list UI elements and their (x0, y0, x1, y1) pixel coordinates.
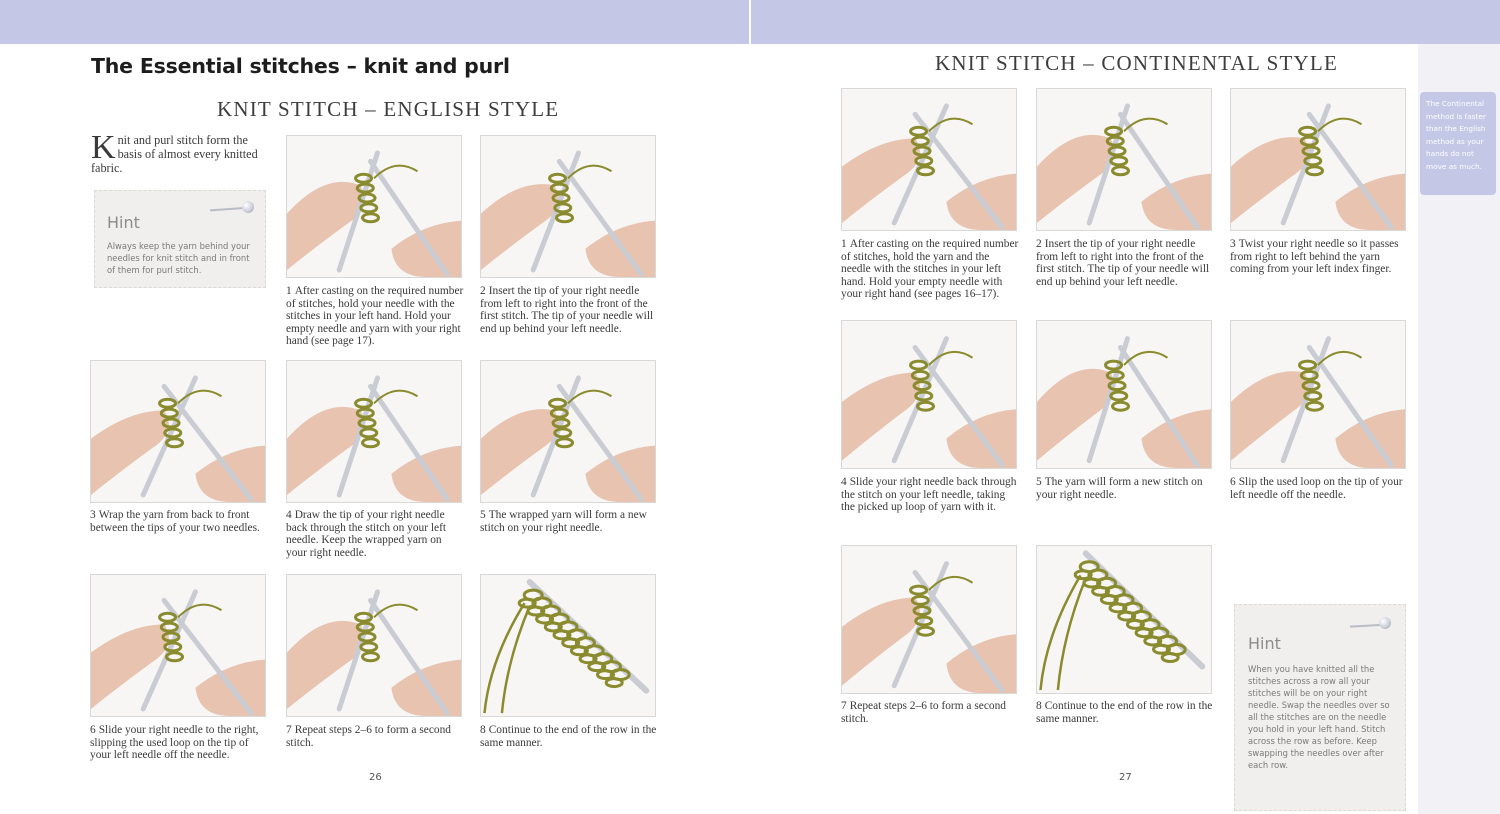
top-color-band-right (751, 0, 1500, 44)
photo-step (1230, 320, 1406, 469)
page-title: The Essential stitches – knit and purl (91, 54, 510, 78)
photo-illustration (1231, 89, 1405, 230)
hint-box-right (1234, 604, 1406, 811)
step-text: The wrapped yarn will form a new stitch on your right needle. (480, 509, 647, 534)
step-caption (286, 724, 464, 749)
step-number: 8 (480, 724, 486, 736)
hint-text: Always keep the yarn behind your needles for knit stitch and in front of them for purl stitch. (107, 241, 250, 275)
step-number: 4 (841, 476, 847, 488)
hint-text: When you have knitted all the stitches across a row all your stitches will be on your right needle. Swap the needles over so all the stitches are on the needle you hold in your left hand. Stitch across the row as before. Keep swapping the needles over after each row. (1248, 664, 1390, 770)
step-number: 1 (841, 238, 847, 250)
photo-illustration (1231, 321, 1405, 468)
step-text: Repeat steps 2–6 to form a second stitch. (286, 724, 451, 749)
step-number: 5 (480, 509, 486, 521)
photo-step (841, 545, 1017, 694)
step-text: Twist your right needle so it passes from right to left behind the yarn coming from your left index finger. (1230, 238, 1399, 276)
photo-step (286, 360, 462, 503)
photo-step (480, 135, 656, 278)
step-number: 3 (1230, 238, 1236, 250)
photo-illustration (1037, 321, 1211, 468)
step-caption (1230, 476, 1408, 501)
photo-step (480, 360, 656, 503)
intro-text: nit and purl stitch form the basis of almost every knitted fabric. (91, 133, 258, 175)
step-text: Slide your right needle to the right, slipping the used loop on the tip of your left needle off the needle. (90, 724, 259, 762)
step-text: The yarn will form a new stitch on your right needle. (1036, 476, 1203, 501)
side-note: The Continental method is faster than the English method as your hands do not move as much. (1420, 92, 1496, 195)
step-number: 2 (480, 285, 486, 297)
photo-illustration (287, 575, 461, 716)
photo-step (1036, 545, 1212, 694)
step-caption (1036, 238, 1214, 288)
photo-step (90, 574, 266, 717)
step-number: 5 (1036, 476, 1042, 488)
step-number: 8 (1036, 700, 1042, 712)
photo-step (1230, 88, 1406, 231)
photo-step (1036, 88, 1212, 231)
photo-step (480, 574, 656, 717)
photo-illustration (287, 361, 461, 502)
photo-illustration (1037, 89, 1211, 230)
top-color-band-left (0, 0, 749, 44)
photo-step (1036, 320, 1212, 469)
step-text: After casting on the required number of stitches, hold the yarn and the needle with the stitches in your left hand. Hold your empty needle with your right hand (see pages 16–17). (841, 238, 1019, 301)
step-number: 4 (286, 509, 292, 521)
step-text: Wrap the yarn from back to front between the tips of your two needles. (90, 509, 260, 534)
step-caption (1036, 476, 1214, 501)
step-number: 6 (90, 724, 96, 736)
step-caption (480, 724, 658, 749)
photo-step (90, 360, 266, 503)
step-number: 7 (841, 700, 847, 712)
step-text: Repeat steps 2–6 to form a second stitch. (841, 700, 1006, 725)
step-number: 7 (286, 724, 292, 736)
step-text: Slide your right needle back through the stitch on your left needle, taking the picked up loop of yarn with it. (841, 476, 1017, 514)
step-caption (1036, 700, 1214, 725)
photo-step (286, 574, 462, 717)
step-caption (841, 476, 1019, 514)
step-number: 3 (90, 509, 96, 521)
photo-illustration (842, 546, 1016, 693)
step-caption (480, 509, 658, 534)
step-caption (480, 285, 658, 335)
step-number: 1 (286, 285, 292, 297)
hint-title: Hint (107, 213, 140, 232)
page-number-left: 26 (369, 772, 382, 783)
step-caption (1230, 238, 1408, 276)
step-caption (841, 238, 1019, 301)
page-number-right: 27 (1119, 772, 1132, 783)
step-number: 2 (1036, 238, 1042, 250)
step-caption (286, 509, 464, 559)
step-text: Slip the used loop on the tip of your left needle off the needle. (1230, 476, 1403, 501)
step-caption (286, 285, 464, 348)
hint-title: Hint (1248, 634, 1281, 653)
step-text: Continue to the end of the row in the same manner. (1036, 700, 1213, 725)
photo-illustration (481, 136, 655, 277)
photo-illustration (842, 89, 1016, 230)
step-caption (90, 724, 268, 762)
step-text: Draw the tip of your right needle back through the stitch on your left needle. Keep the wrapped yarn on your right needle. (286, 509, 447, 559)
drop-cap: K (91, 129, 116, 166)
photo-illustration (1037, 546, 1211, 693)
photo-illustration (91, 575, 265, 716)
photo-step (841, 88, 1017, 231)
photo-illustration (842, 321, 1016, 468)
section-heading-english: KNIT STITCH – ENGLISH STYLE (217, 97, 560, 121)
photo-illustration (287, 136, 461, 277)
step-text: Continue to the end of the row in the same manner. (480, 724, 657, 749)
step-number: 6 (1230, 476, 1236, 488)
photo-illustration (481, 575, 655, 716)
photo-step (286, 135, 462, 278)
hint-box-left (94, 190, 266, 288)
step-caption (90, 509, 268, 534)
step-text: Insert the tip of your right needle from left to right into the front of the first stitch. The tip of your needle will end up behind your left needle. (480, 285, 654, 335)
photo-illustration (481, 361, 655, 502)
intro-paragraph (91, 129, 266, 175)
photo-step (841, 320, 1017, 469)
section-heading-continental: KNIT STITCH – CONTINENTAL STYLE (935, 51, 1338, 75)
step-text: After casting on the required number of stitches, hold your needle with the stitches in your left hand. Hold your empty needle and yarn with your right hand (see page 17). (286, 285, 464, 348)
photo-illustration (91, 361, 265, 502)
step-caption (841, 700, 1019, 725)
step-text: Insert the tip of your right needle from left to right into the front of the first stitch. The tip of your needle will end up behind your left needle. (1036, 238, 1210, 288)
